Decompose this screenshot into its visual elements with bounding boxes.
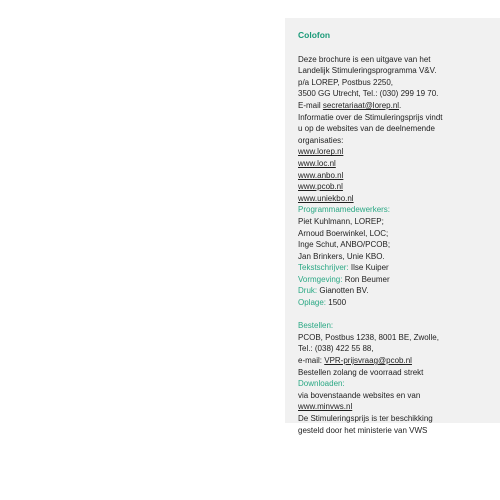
credit-value: Ron Beumer: [342, 274, 390, 284]
email-prefix: E-mail: [298, 100, 323, 110]
credit-design: [298, 274, 494, 286]
info-line: u op de websites van de deelnemende: [298, 124, 435, 134]
intro-line: Deze brochure is een uitgave van het: [298, 54, 431, 64]
colofon-title: Colofon: [298, 30, 331, 40]
intro-line: Landelijk Stimuleringsprogramma V&V.: [298, 66, 437, 76]
info-line: Informatie over de Stimuleringsprijs vindt: [298, 112, 443, 122]
website-link-uniekbo[interactable]: www.uniekbo.nl: [298, 193, 354, 203]
credit-value: Ilse Kuiper: [348, 263, 389, 273]
credit-label: Druk:: [298, 286, 318, 296]
credit-print: [298, 285, 494, 297]
order-line: PCOB, Postbus 1238, 8001 BE, Zwolle,: [298, 332, 439, 342]
credit-text-writer: [298, 262, 494, 274]
order-label: Bestellen:: [298, 321, 334, 331]
closing-line: De Stimuleringsprijs is ter beschikking: [298, 414, 433, 423]
download-line: via bovenstaande websites en van: [298, 390, 421, 400]
website-link-anbo[interactable]: www.anbo.nl: [298, 170, 344, 180]
website-link-loc[interactable]: www.loc.nl: [298, 158, 336, 168]
order-email-link[interactable]: VPR-prijsvraag@pcob.nl: [324, 356, 412, 366]
website-link-pcob[interactable]: www.pcob.nl: [298, 182, 343, 192]
section-gap: [298, 309, 494, 321]
email-line: [298, 100, 494, 112]
order-note: Bestellen zolang de voorraad strekt: [298, 367, 424, 377]
programme-staff: Jan Brinkers, Unie KBO.: [298, 251, 385, 261]
website-link-lorep[interactable]: www.lorep.nl: [298, 147, 344, 157]
order-line: Tel.: (038) 422 55 88,: [298, 344, 374, 354]
programme-staff: Piet Kuhlmann, LOREP;: [298, 216, 384, 226]
colofon-content: [298, 30, 494, 436]
order-email-line: [298, 355, 494, 367]
programme-staff: Arnoud Boerwinkel, LOC;: [298, 228, 389, 238]
credit-circulation: [298, 297, 494, 309]
programme-staff: Inge Schut, ANBO/PCOB;: [298, 240, 391, 250]
download-label: Downloaden:: [298, 379, 345, 389]
closing-line: gesteld door het ministerie van VWS: [298, 425, 428, 435]
email-link[interactable]: secretariaat@lorep.nl: [322, 100, 400, 110]
credit-value: 1500: [326, 298, 347, 308]
email-suffix: .: [399, 100, 402, 110]
credit-label: Oplage:: [298, 298, 327, 308]
info-line: organisaties:: [298, 135, 344, 145]
credit-value: Gianotten BV.: [317, 286, 369, 296]
intro-line: 3500 GG Utrecht, Tel.: (030) 299 19 70.: [298, 89, 439, 99]
credit-label: Tekstschrijver:: [298, 263, 349, 273]
website-link-minvws[interactable]: www.minvws.nl: [298, 402, 353, 412]
order-email-prefix: e-mail:: [298, 356, 325, 366]
credit-label: Vormgeving:: [298, 274, 343, 284]
intro-line: p/a LOREP, Postbus 2250,: [298, 77, 394, 87]
programme-label: Programmamedewerkers:: [298, 205, 391, 215]
